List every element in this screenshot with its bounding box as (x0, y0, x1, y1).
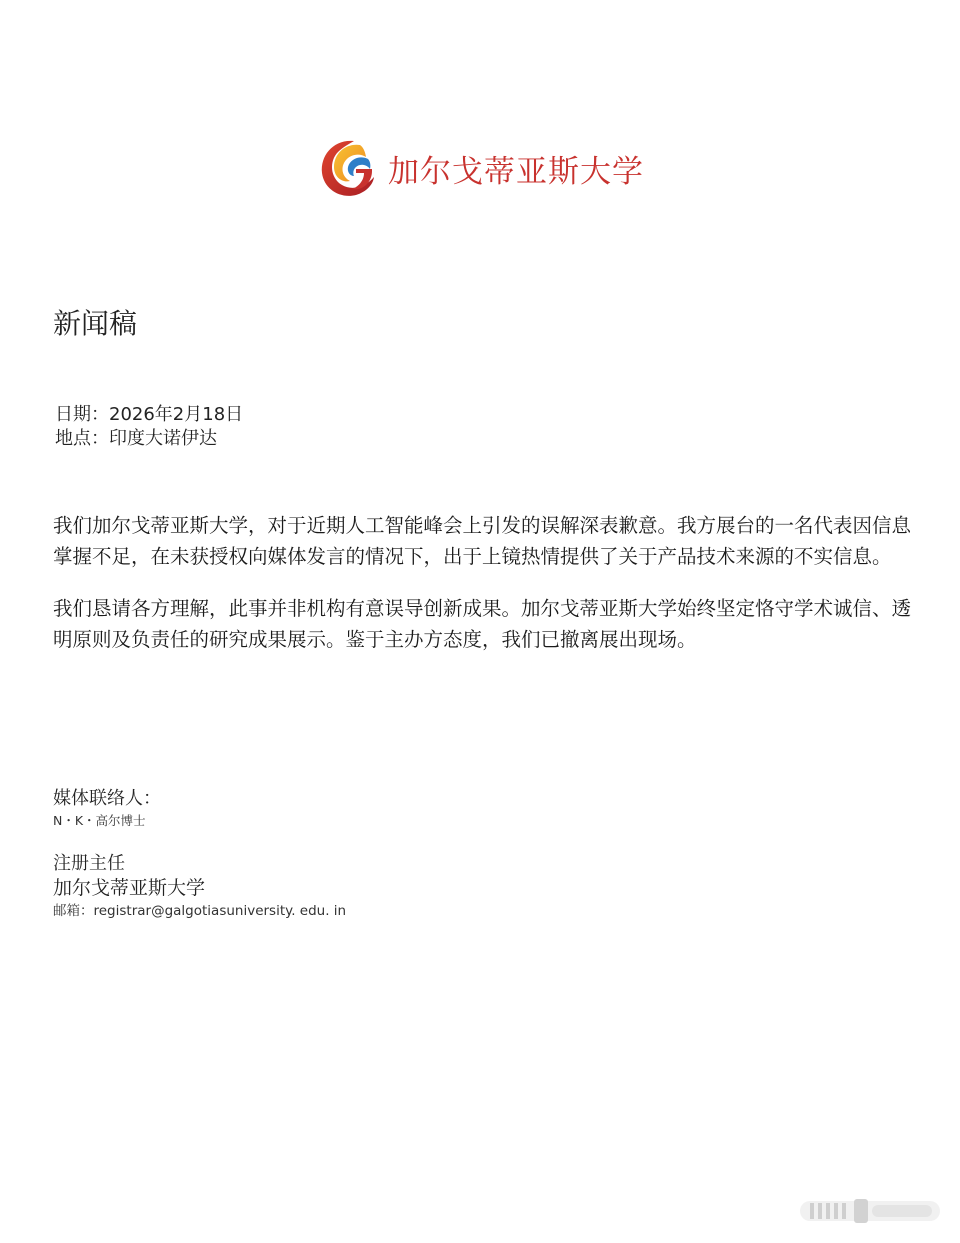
university-logo (316, 135, 644, 201)
media-contact-name: N・K・高尔博士 (53, 813, 146, 828)
registrar-contact (53, 852, 346, 921)
body-paragraph: 我们加尔戈蒂亚斯大学，对于近期人工智能峰会上引发的误解深表歉意。我方展台的一名代表因信息掌握不足，在未获授权向媒体发言的情况下，出于上镜热情提供了关于产品技术来源的不实信息。 (53, 514, 912, 568)
watermark-bars-icon (800, 1195, 940, 1227)
registrar-title: 注册主任 (53, 853, 125, 874)
letterhead (0, 128, 960, 208)
media-contact (53, 787, 161, 831)
body-paragraph: 我们恳请各方理解，此事并非机构有意误导创新成果。加尔戈蒂亚斯大学始终坚定恪守学术诚信、透明原则及负责任的研究成果展示。鉴于主办方态度，我们已撤离展出现场。 (53, 597, 912, 651)
logo-text: 加尔戈蒂亚斯大学 (388, 153, 644, 190)
document-meta (55, 403, 243, 451)
media-contact-label: 媒体联络人： (53, 788, 161, 809)
document-title: 新闻稿 (53, 307, 138, 340)
location-line: 地点：印度大诺伊达 (55, 428, 217, 449)
body-text (53, 510, 911, 676)
date-line: 日期：2026年2月18日 (55, 404, 244, 425)
registrar-email: 邮箱：registrar@galgotiasuniversity. edu. in (53, 903, 347, 919)
university-logo-icon (316, 135, 382, 201)
registrar-org: 加尔戈蒂亚斯大学 (53, 877, 206, 899)
